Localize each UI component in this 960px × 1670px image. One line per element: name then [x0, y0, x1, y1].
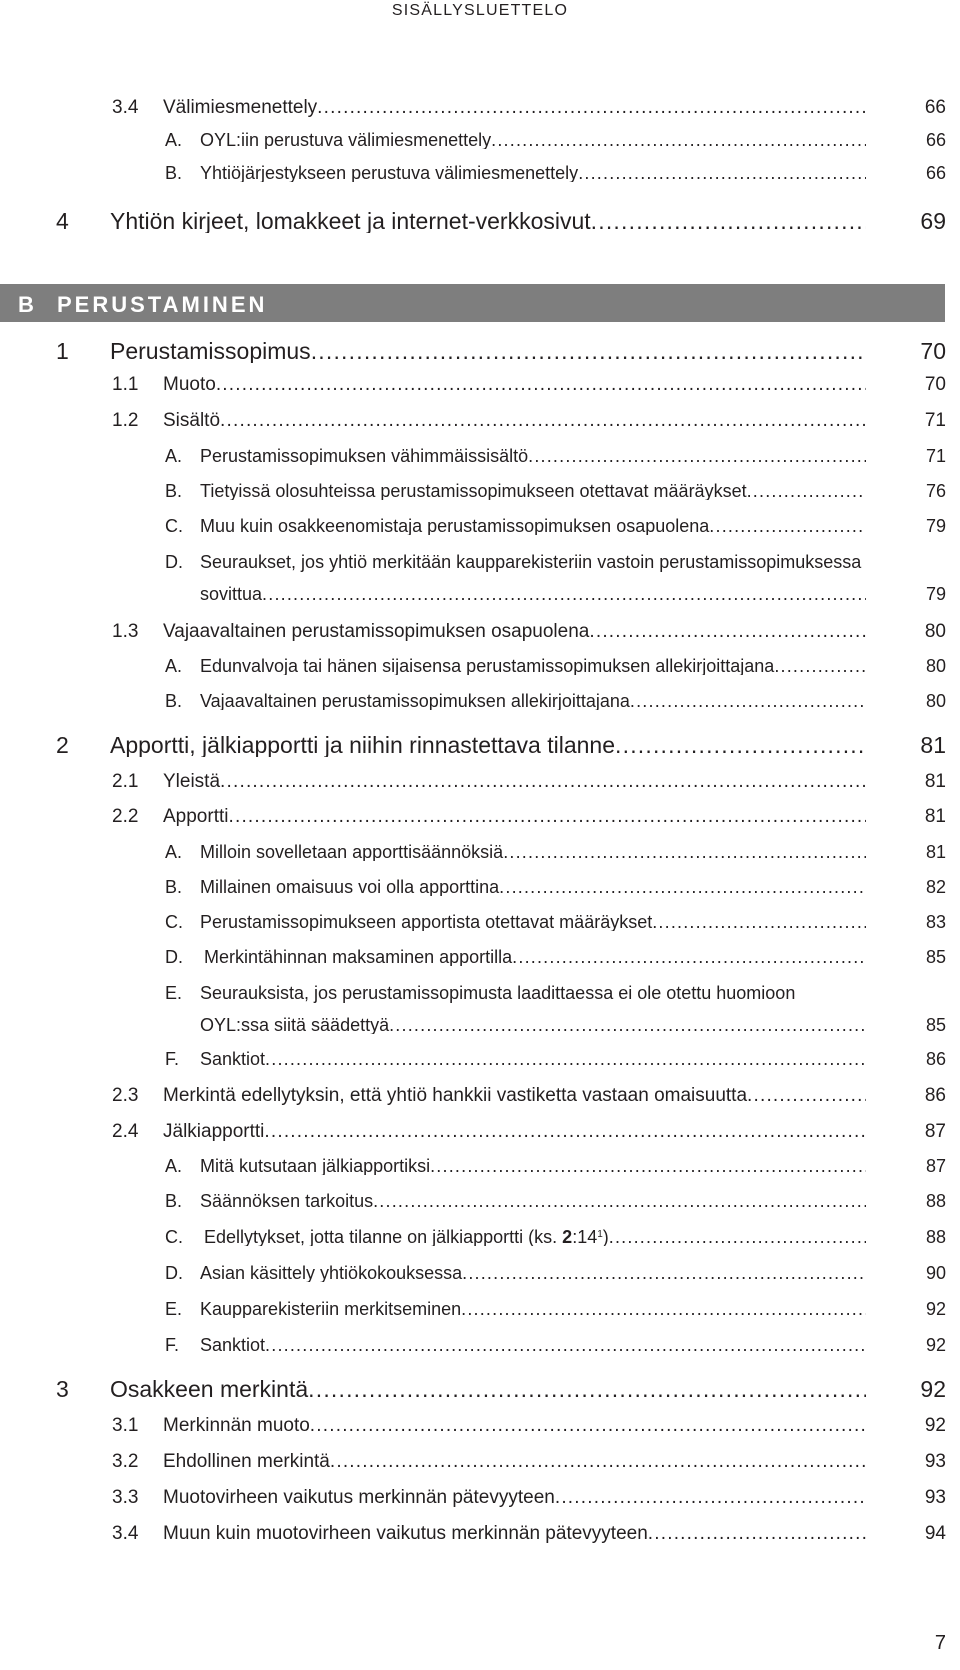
- entry-title: Asian käsittely yhtiökokouksessa: [200, 1264, 463, 1282]
- entry-page: 92: [925, 1299, 946, 1319]
- entry-title: Seuraukset, jos yhtiö merkitään kaupparekisteriin vastoin perustamissopimuksessa: [200, 552, 862, 572]
- dot-leader: [317, 98, 866, 117]
- section-label: PERUSTAMINEN: [57, 292, 268, 317]
- entry-number: C.: [165, 1227, 183, 1247]
- entry-title: Merkintähinnan maksaminen apportilla: [204, 948, 513, 966]
- dot-leader: [220, 411, 866, 430]
- entry-page: 70: [924, 374, 946, 395]
- entry-page: 81: [925, 842, 946, 862]
- entry-number: 2: [56, 732, 69, 758]
- dot-leader: [499, 878, 866, 896]
- entry-page: 80: [924, 621, 946, 642]
- entry-number: 2.3: [112, 1085, 139, 1106]
- entry-title: Säännöksen tarkoitus: [200, 1192, 374, 1210]
- dot-leader: [389, 1016, 866, 1034]
- running-header: SISÄLLYSLUETTELO: [391, 2, 569, 19]
- entry-page: 85: [925, 947, 946, 967]
- entry-number: B.: [165, 1191, 183, 1211]
- entry-title: Perustamissopimukseen apportista otettavat määräykset: [200, 913, 653, 931]
- entry-page: 93: [924, 1451, 946, 1472]
- entry-title: Jälkiapportti: [163, 1122, 265, 1141]
- entry-title: Perustamissopimus: [110, 340, 311, 363]
- dot-leader: [308, 1378, 866, 1401]
- dot-leader: [609, 1228, 866, 1246]
- dot-leader: [461, 1300, 866, 1318]
- entry-page: 69: [920, 208, 946, 234]
- entry-number: B.: [165, 691, 183, 711]
- entry-number: 3.4: [112, 97, 139, 118]
- entry-number: 2.4: [112, 1121, 139, 1142]
- entry-title: Yleistä: [163, 772, 221, 791]
- entry-page: 92: [925, 1335, 946, 1355]
- entry-number: A.: [165, 842, 183, 862]
- entry-title: Milloin sovelletaan apporttisäännöksiä: [200, 843, 504, 861]
- entry-title: Edunvalvoja tai hänen sijaisensa perustamissopimuksen allekirjoittajana: [200, 657, 775, 675]
- dot-leader: [652, 913, 866, 931]
- entry-page: 92: [920, 1376, 946, 1402]
- entry-title: Perustamissopimuksen vähimmäissisältö: [200, 447, 529, 465]
- dot-leader: [462, 1264, 866, 1282]
- entry-title: Kaupparekisteriin merkitseminen: [200, 1300, 462, 1318]
- dot-leader: [709, 517, 866, 535]
- dot-leader: [503, 843, 866, 861]
- entry-title: Vajaavaltainen perustamissopimuksen allekirjoittajana: [200, 692, 630, 710]
- dot-leader: [310, 1416, 866, 1435]
- dot-leader: [578, 164, 866, 182]
- entry-page: 94: [924, 1523, 946, 1544]
- entry-number: A.: [165, 1156, 183, 1176]
- entry-title: Merkinnän muoto: [163, 1416, 310, 1435]
- entry-page: 80: [925, 691, 946, 711]
- dot-leader: [491, 131, 866, 149]
- entry-number: F.: [165, 1049, 180, 1069]
- entry-page: 83: [925, 912, 946, 932]
- entry-page: 79: [925, 516, 946, 536]
- dot-leader: [216, 375, 866, 394]
- entry-title: Osakkeen merkintä: [110, 1378, 309, 1401]
- entry-page: 88: [925, 1191, 946, 1211]
- entry-title: Merkintä edellytyksin, että yhtiö hankkii vastiketta vastaan omaisuutta: [163, 1086, 748, 1105]
- entry-page: 82: [925, 877, 946, 897]
- entry-page: 87: [925, 1156, 946, 1176]
- entry-page: 90: [925, 1263, 946, 1283]
- entry-number: 3.1: [112, 1415, 139, 1436]
- dot-leader: [747, 482, 866, 500]
- entry-number: 3.3: [112, 1487, 139, 1508]
- dot-leader: [630, 692, 866, 710]
- entry-title-continued: OYL:ssa siitä säädettyä: [200, 1016, 390, 1034]
- entry-number: B.: [165, 163, 183, 183]
- entry-title: Apportti, jälkiapportti ja niihin rinnastettava tilanne: [110, 734, 616, 757]
- page-number: 7: [934, 1632, 946, 1654]
- entry-number: C.: [165, 516, 183, 536]
- entry-number: 1.1: [112, 374, 139, 395]
- entry-number: 1.3: [112, 621, 139, 642]
- entry-title: Edellytykset, jotta tilanne on jälkiapportti (ks. $2:14^1$): [204, 1228, 609, 1246]
- dot-leader: [589, 622, 866, 641]
- entry-page: 80: [925, 656, 946, 676]
- dot-leader: [330, 1452, 866, 1471]
- dot-leader: [262, 585, 866, 603]
- dot-leader: [512, 948, 866, 966]
- entry-page: 88: [925, 1227, 946, 1247]
- entry-title: Sanktiot: [200, 1336, 266, 1354]
- entry-page: 79: [925, 584, 946, 604]
- entry-page: 92: [924, 1415, 946, 1436]
- dot-leader: [265, 1050, 866, 1068]
- entry-page: 76: [925, 481, 946, 501]
- dot-leader: [228, 807, 866, 826]
- dot-leader: [220, 772, 866, 791]
- entry-number: 4: [56, 208, 69, 234]
- entry-number: 3.4: [112, 1523, 139, 1544]
- entry-page: 86: [924, 1085, 946, 1106]
- section-heading-bar: [0, 284, 945, 322]
- entry-number: D.: [165, 552, 183, 572]
- entry-number: A.: [165, 656, 183, 676]
- entry-number: B.: [165, 877, 183, 897]
- entry-title: Vajaavaltainen perustamissopimuksen osapuolena: [163, 622, 590, 641]
- entry-number: 3.2: [112, 1451, 139, 1472]
- entry-title: Välimiesmenettely: [163, 98, 318, 117]
- entry-page: 81: [924, 806, 946, 827]
- dot-leader: [648, 1524, 866, 1543]
- dot-leader: [265, 1336, 866, 1354]
- entry-number: B.: [165, 481, 183, 501]
- entry-page: 81: [920, 732, 946, 758]
- dot-leader: [591, 210, 866, 233]
- entry-number: A.: [165, 446, 183, 466]
- dot-leader: [528, 447, 866, 465]
- entry-page: 93: [924, 1487, 946, 1508]
- entry-number: E.: [165, 983, 183, 1003]
- entry-page: 71: [925, 446, 946, 466]
- entry-title: Muu kuin osakkeenomistaja perustamissopimuksen osapuolena: [200, 517, 710, 535]
- dot-leader: [430, 1157, 866, 1175]
- entry-title: Muun kuin muotovirheen vaikutus merkinnän pätevyyteen: [163, 1524, 648, 1543]
- entry-page: 66: [925, 163, 946, 183]
- dot-leader: [774, 657, 866, 675]
- section-letter: B: [18, 292, 37, 317]
- entry-title: Yhtiöjärjestykseen perustuva välimiesmenettely: [200, 164, 579, 182]
- entry-page: 87: [924, 1121, 946, 1142]
- entry-page: 66: [925, 130, 946, 150]
- dot-leader: [615, 734, 866, 757]
- entry-page: 85: [925, 1015, 946, 1035]
- entry-title: OYL:iin perustuva välimiesmenettely: [200, 131, 492, 149]
- dot-leader: [264, 1122, 866, 1141]
- entry-page: 86: [925, 1049, 946, 1069]
- dot-leader: [311, 340, 866, 363]
- entry-number: F.: [165, 1335, 180, 1355]
- entry-number: D.: [165, 947, 183, 967]
- entry-page: 70: [920, 338, 946, 364]
- entry-title: Yhtiön kirjeet, lomakkeet ja internet-verkkosivut: [110, 210, 591, 233]
- entry-page: 66: [924, 97, 946, 118]
- entry-page: 71: [924, 410, 946, 431]
- entry-number: D.: [165, 1263, 183, 1283]
- dot-leader: [373, 1192, 866, 1210]
- entry-number: 2.1: [112, 771, 139, 792]
- dot-leader: [555, 1488, 866, 1507]
- entry-title: Tietyissä olosuhteissa perustamissopimukseen otettavat määräykset: [200, 482, 747, 500]
- chapter-reference: 2: [562, 1228, 573, 1246]
- entry-number: 3: [56, 1376, 69, 1402]
- entry-title: Muoto: [163, 375, 216, 394]
- entry-title: Mitä kutsutaan jälkiapportiksi: [200, 1157, 431, 1175]
- entry-title: Apportti: [163, 807, 229, 826]
- entry-title: Millainen omaisuus voi olla apporttina: [200, 878, 500, 896]
- entry-number: 1: [56, 338, 69, 364]
- entry-title: Seurauksista, jos perustamissopimusta laadittaessa ei ole otettu huomioon: [200, 983, 796, 1003]
- entry-title: Muotovirheen vaikutus merkinnän pätevyyteen: [163, 1488, 555, 1507]
- entry-title: Sisältö: [163, 411, 221, 430]
- entry-page: 81: [924, 771, 946, 792]
- entry-number: C.: [165, 912, 183, 932]
- entry-title: Ehdollinen merkintä: [163, 1452, 330, 1471]
- entry-title: Sanktiot: [200, 1050, 266, 1068]
- entry-number: A.: [165, 130, 183, 150]
- entry-number: 1.2: [112, 410, 139, 431]
- entry-number: E.: [165, 1299, 183, 1319]
- entry-number: 2.2: [112, 806, 139, 827]
- entry-title-continued: sovittua: [200, 585, 263, 603]
- dot-leader: [747, 1086, 866, 1105]
